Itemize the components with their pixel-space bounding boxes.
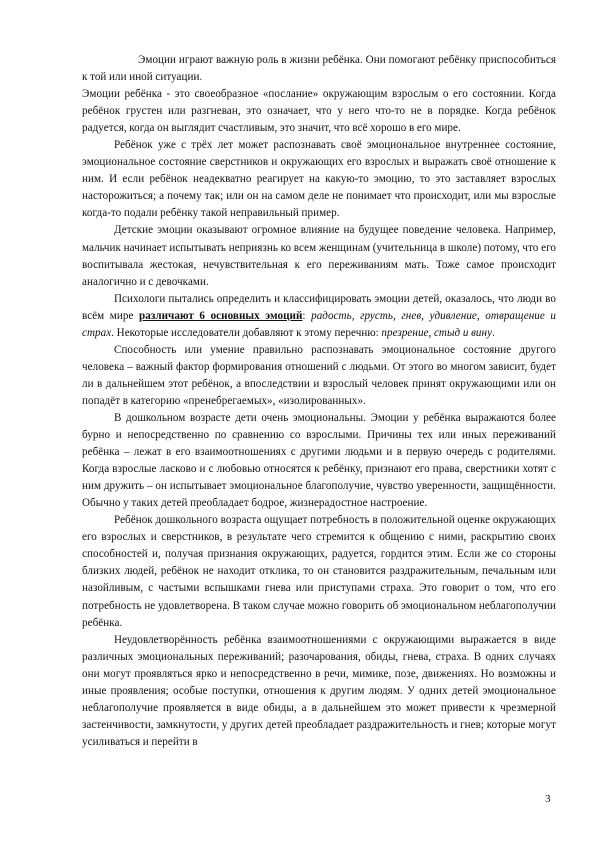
- basic-emotions-underlined: различают 6 основных эмоций: [139, 309, 303, 322]
- paragraph-preschool: В дошкольном возрасте дети очень эмоциональны. Эмоции у ребёнка выражаются более бурно и непосредственно по сравнению со взрослыми. Причины тех или иных переживаний ребёнка – лежат в его взаимоотношениях с другими людьми и в первую очередь с родителями. Когда взрослые ласково и с любовью относятся к ребёнку, признают его права, сверстники хотят с ним дружить – он испытывает эмоциональное благополучие, чувство уверенности, защищённости. Обычно у таких детей преобладает бодрое, жизнерадостное настроение.: [82, 411, 556, 510]
- page-number: 3: [545, 793, 551, 805]
- paragraph-three-years: Ребёнок уже с трёх лет может распознавать своё эмоциональное внутреннее состояние, эмоциональное состояние сверстников и окружающих его взрослых и выражать своё отношение к ним. И если ребёнок неадекватно реагирует на какую-то эмоцию, то это заставляет взрослых насторожиться; а почему так; или он на самом деле не понимает что происходит, или мы взрослые когда-то подали ребёнку такой неправильный пример.: [82, 139, 556, 220]
- classification-lead: Психологи пытались определить и классифицировать эмоции детей, оказалось, что люди во всём мире: [82, 292, 556, 322]
- paragraph-dissatisfaction: Неудовлетворённость ребёнка взаимоотношениями с окружающими выражается в виде различных эмоциональных переживаний; разочарования, обиды, гнева, страха. В одних случаях они могут проявляться ярко и непосредственно в речи, мимике, позе, движениях. Но возможны и иные проявления; особые поступки, отношения к другим людям. У одних детей эмоциональное неблагополучие проявляется в виде обиды, а в дальнейшем это может привести к чрезмерной застенчивости, замкнутости, у других детей преобладает раздражительность и гнев; которые могут усиливаться и перейти в: [82, 633, 556, 748]
- classification-end: .: [492, 326, 495, 339]
- paragraph-emotion-message: Эмоции ребёнка - это своеобразное «послание» окружающим взрослым о его состоянии. Когда ребёнок грустен или разгневан, это означает, что у него что-то не в порядке. Когда ребёнок радуется, когда он выглядит счастливым, это значит, что всё хорошо в его мире.: [82, 88, 556, 135]
- paragraph-recognition: Способность или умение правильно распознавать эмоциональное состояние другого человека – важный фактор формирования отношений с людьми. От этого во многом зависит, будет ли в дальнейшем этот ребёнок, а впоследствии и взрослый человек принят окружающими или он попадёт в категорию «пренебрегаемых», «изолированных».: [82, 343, 556, 407]
- classification-colon: :: [302, 309, 312, 322]
- extra-emotions-italic: презрение, стыд и вину: [381, 326, 493, 339]
- document-page: [82, 52, 556, 751]
- paragraph-need-evaluation: Ребёнок дошкольного возраста ощущает потребность в положительной оценке окружающих его взрослых и сверстников, в результате чего стремится к общению с ними, раскрытию своих способностей и, получая признания окружающих, радуется, гордится этим. Если же со стороны близких людей, ребёнок не находит отклика, то он становится раздражительным, печальным или назойливым, с частыми вспышками гнева или приступами страха. Это говорит о том, что его потребность не удовлетворена. В таком случае можно говорить об эмоциональном неблагополучии ребёнка.: [82, 514, 556, 629]
- paragraph-intro: Эмоции играют важную роль в жизни ребёнка. Они помогают ребёнку приспособиться к той или иной ситуации.: [82, 54, 556, 84]
- paragraph-classification: [82, 291, 556, 342]
- classification-middle: . Некоторые исследователи добавляют к этому перечню:: [111, 326, 382, 339]
- paragraph-influence: Детские эмоции оказывают огромное влияние на будущее поведение человека. Например, мальчик начинает испытывать неприязнь ко всем женщинам (учительница в школе) потому, что его воспитывала жестокая, нечувствительная к его переживаниям мать. Тоже самое происходит аналогично и с девочками.: [82, 224, 556, 288]
- emotion-list-italic: радость, грусть, гнев, удивление, отвращение и страх: [82, 309, 556, 339]
